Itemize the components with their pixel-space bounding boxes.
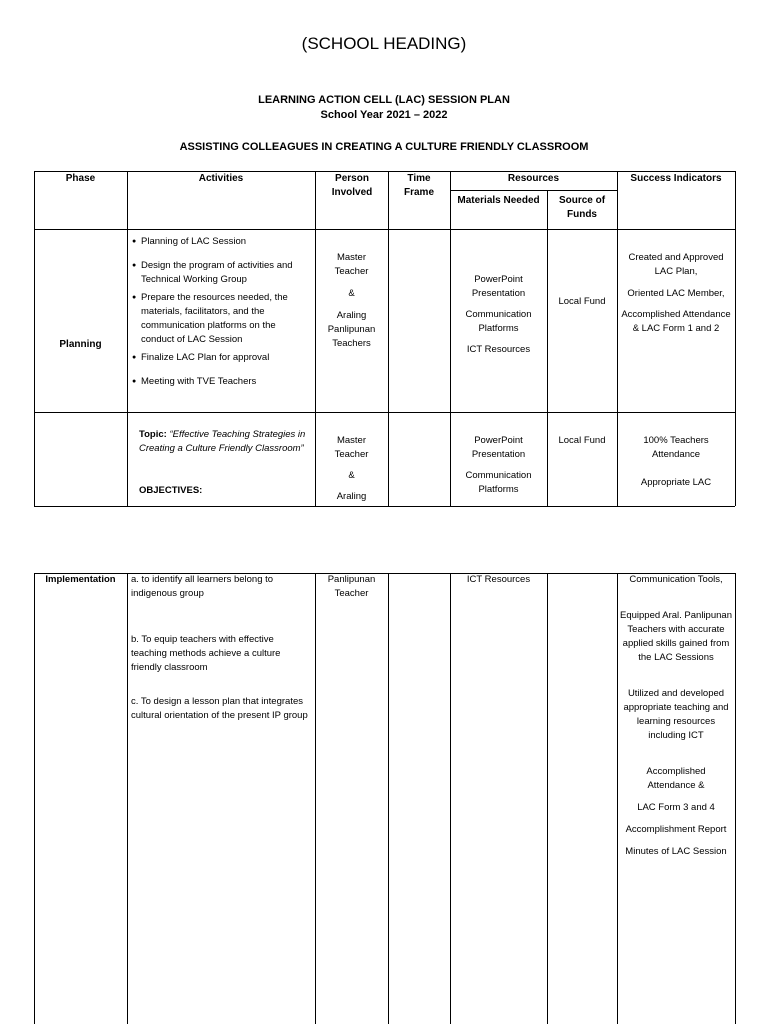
list-item: ● Design the program of activities and Technical Working Group bbox=[132, 259, 310, 287]
objective-item: a. to identify all learners belong to indigenous group bbox=[131, 574, 274, 599]
header-activities: Activities bbox=[198, 173, 244, 184]
planning-indicators bbox=[617, 251, 735, 336]
header-resources: Resources bbox=[507, 173, 560, 184]
material-item: Communication Platforms bbox=[465, 309, 532, 334]
indicator-item: 100% Teachers Attendance bbox=[643, 435, 709, 460]
phase-planning: Planning bbox=[59, 339, 102, 350]
person-line: Panlipunan Teacher bbox=[327, 574, 376, 599]
indicator-item: Communication Tools, bbox=[629, 574, 723, 585]
header-person-involved: Person Involved bbox=[331, 173, 373, 198]
planning-person-involved bbox=[315, 251, 388, 351]
header-source-of-funds: Source of Funds bbox=[558, 195, 606, 220]
indicator-item: Appropriate LAC bbox=[640, 477, 712, 488]
material-item: Communication Platforms bbox=[465, 470, 532, 495]
indicator-item: Accomplished Attendance & bbox=[646, 766, 706, 791]
person-line: Araling Panlipunan Teachers bbox=[327, 310, 376, 349]
person-line: Araling bbox=[336, 491, 367, 502]
material-item: ICT Resources bbox=[466, 344, 531, 355]
list-item: ● Planning of LAC Session bbox=[132, 235, 310, 249]
planning-funds: Local Fund bbox=[558, 296, 606, 307]
list-item: ● Meeting with TVE Teachers bbox=[132, 375, 310, 389]
phase-implementation: Implementation bbox=[45, 574, 116, 585]
topic-block bbox=[139, 428, 309, 456]
indicator-item: Accomplished Attendance & LAC Form 1 and 2 bbox=[621, 309, 731, 334]
school-heading: (SCHOOL HEADING) bbox=[301, 34, 467, 53]
objectives-label: OBJECTIVES: bbox=[139, 485, 203, 496]
session-subtitle: ASSISTING COLLEAGUES IN CREATING A CULTURE FRIENDLY CLASSROOM bbox=[179, 141, 589, 153]
plan-title: LEARNING ACTION CELL (LAC) SESSION PLAN bbox=[258, 94, 510, 106]
indicator-item: Oriented LAC Member, bbox=[627, 288, 725, 299]
indicator-item: LAC Form 3 and 4 bbox=[637, 802, 715, 813]
topic-indicators bbox=[617, 434, 735, 490]
header-time-frame: Time Frame bbox=[403, 173, 434, 198]
header-success-indicators: Success Indicators bbox=[630, 173, 722, 184]
topic-person-involved bbox=[315, 434, 388, 504]
indicator-item: Created and Approved LAC Plan, bbox=[628, 252, 724, 277]
school-year: School Year 2021 – 2022 bbox=[320, 109, 448, 121]
indicator-item: Minutes of LAC Session bbox=[625, 846, 727, 857]
topic-funds: Local Fund bbox=[558, 435, 606, 446]
list-item: ● Finalize LAC Plan for approval bbox=[132, 351, 310, 365]
person-line: & bbox=[348, 288, 355, 299]
implementation-indicators bbox=[617, 573, 735, 859]
person-line: & bbox=[348, 470, 355, 481]
header-phase: Phase bbox=[65, 173, 96, 184]
material-item: PowerPoint Presentation bbox=[471, 274, 526, 299]
list-item: ● Prepare the resources needed, the materials, facilitators, and the communication platforms on the conduct of LAC Session bbox=[132, 291, 310, 347]
planning-materials bbox=[450, 273, 547, 357]
topic-materials bbox=[450, 434, 547, 497]
indicator-item: Accomplishment Report bbox=[625, 824, 727, 835]
objective-item: c. To design a lesson plan that integrates cultural orientation of the present IP group bbox=[131, 696, 308, 721]
planning-activities-list bbox=[132, 235, 310, 389]
person-line: Master Teacher bbox=[334, 435, 369, 460]
objective-item: b. To equip teachers with effective teaching methods achieve a culture friendly classroom bbox=[131, 634, 281, 673]
indicator-item: Utilized and developed appropriate teaching and learning resources including ICT bbox=[623, 688, 729, 741]
header-materials-needed: Materials Needed bbox=[457, 195, 540, 206]
implementation-person-involved bbox=[315, 573, 388, 601]
indicator-item: Equipped Aral. Panlipunan Teachers with accurate applied skills gained from the LAC Sessions bbox=[620, 610, 732, 663]
topic-label: Topic: bbox=[139, 429, 167, 440]
person-line: Master Teacher bbox=[334, 252, 369, 277]
implementation-materials: ICT Resources bbox=[466, 574, 531, 585]
material-item: PowerPoint Presentation bbox=[471, 435, 526, 460]
topic-text: “Effective Teaching Strategies in Creating a Culture Friendly Classroom” bbox=[139, 429, 306, 454]
implementation-objectives bbox=[131, 573, 311, 723]
